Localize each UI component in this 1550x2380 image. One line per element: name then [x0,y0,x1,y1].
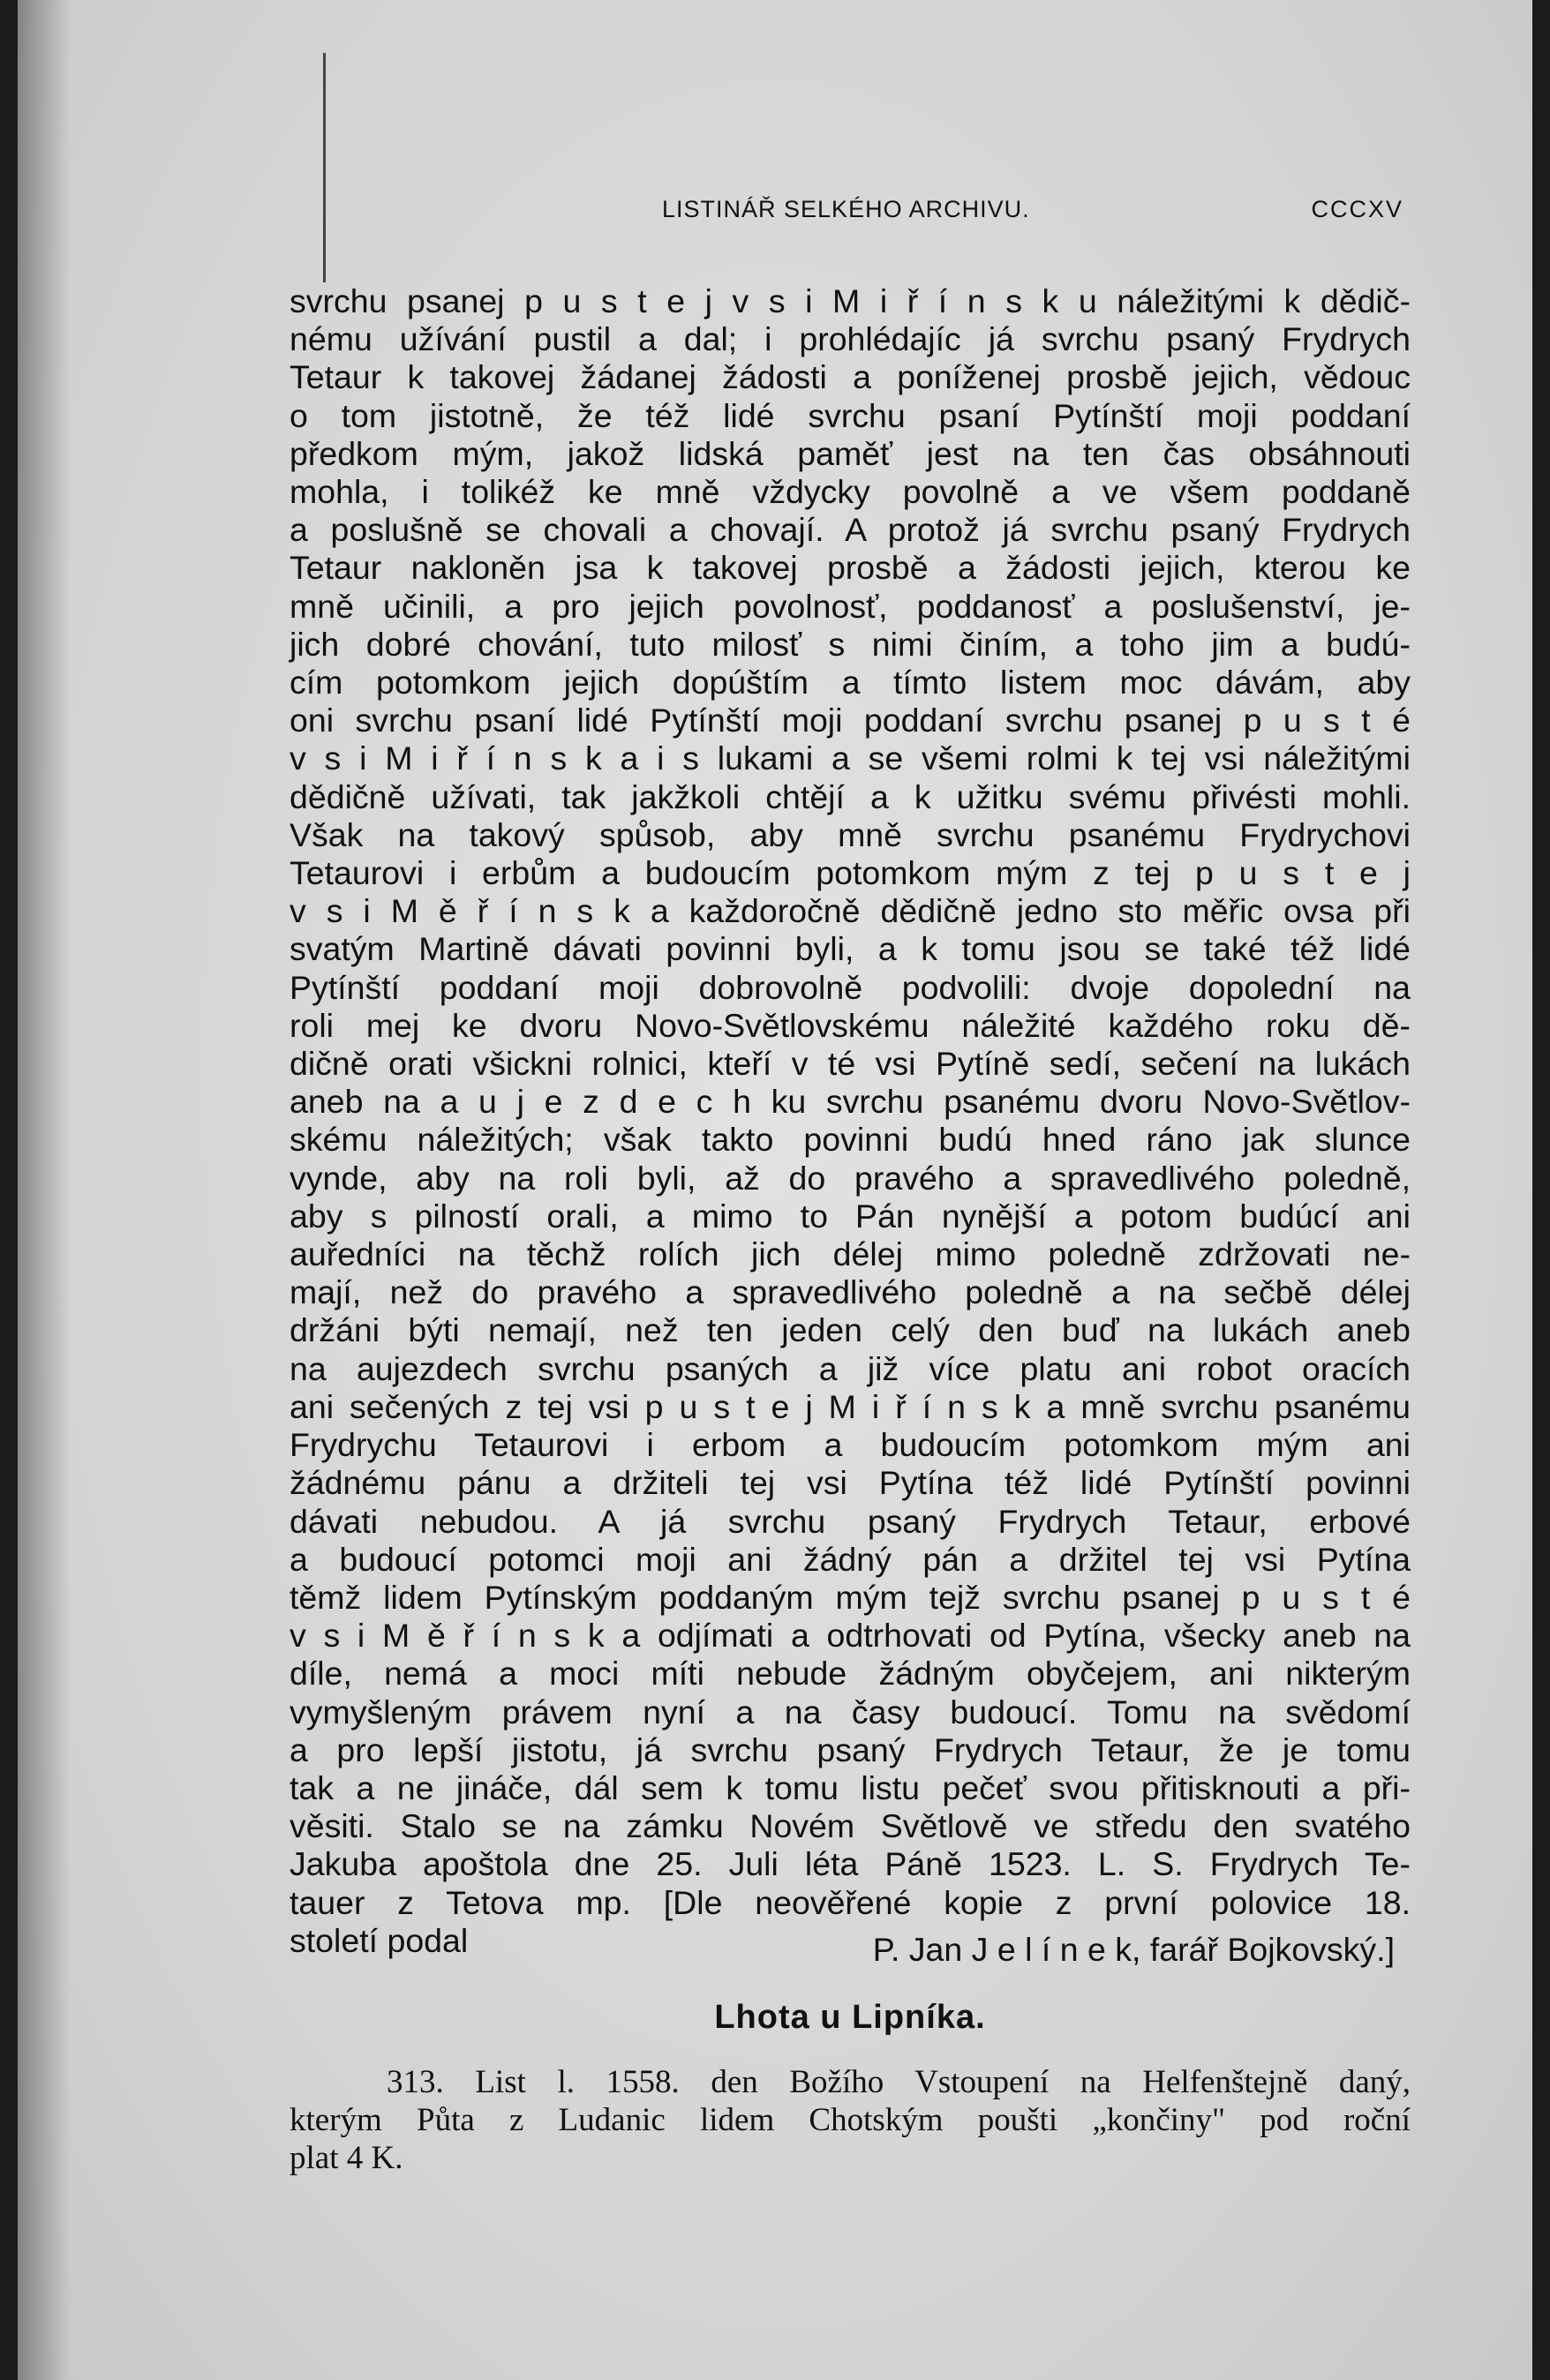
text-line: a budoucí potomci moji ani žádný pán a držitel tej vsi Pytína [290,1540,1411,1578]
text-line: svatým Martině dávati povinni byli, a k tomu jsou se také též lidé [290,930,1411,968]
section-heading: Lhota u Lipníka. [714,1998,986,2036]
charter-text [290,282,1411,1922]
text-line: Tetaur k takovej žádanej žádosti a poníženej prosbě jejich, vědouc [290,358,1411,396]
text-line: ani sečených z tej vsi p u s t e j M i ř í n s k a mně svrchu psanému [290,1387,1411,1425]
text-line: nému užívání pustil a dal; i prohlédajíc já svrchu psaný Frydrych [290,320,1411,358]
text-line: vymyšleným právem nyní a na časy budoucí. Tomu na svědomí [290,1693,1411,1731]
document-body [290,282,1411,2178]
text-line: o tom jistotně, že též lidé svrchu psaní Pytínští moji poddaní [290,396,1411,434]
page-header [282,196,1403,231]
running-title: LISTINÁŘ SELKÉHO ARCHIVU. [662,196,1030,222]
text-line: svrchu psanej p u s t e j v s i M i ř í n s k u náležitými k dědič- [290,282,1411,319]
text-line: Tetaur nakloněn jsa k takovej prosbě a žádosti jejich, kterou ke [290,549,1411,587]
text-line: v s i M ě ř í n s k a každoročně dědičně jedno sto měřic ovsa při [290,892,1411,930]
margin-mark [323,53,326,282]
text-line: těmž lidem Pytínským poddaným mým tejž svrchu psanej p u s t é [290,1578,1411,1616]
signature-attribution: P. Jan J e l í n e k, farář Bojkovský.] [872,1930,1395,1968]
entry-313 [290,2063,1411,2178]
closing-line [290,1921,1411,1968]
scanned-page [18,0,1532,2380]
text-line: aneb na a u j e z d e c h ku svrchu psanému dvoru Novo-Světlov- [290,1083,1411,1121]
text-line: tauer z Tetova mp. [Dle neověřené kopie z první polovice 18. [290,1883,1411,1921]
entry-line: kterým Půta z Ludanic lidem Chotským poušti „končiny" pod roční [290,2102,1411,2139]
text-line: oni svrchu psaní lidé Pytínští moji poddaní svrchu psanej p u s t é [290,702,1411,740]
closing-left: století podal [290,1921,469,1959]
text-line: Jakuba apoštola dne 25. Juli léta Páně 1523. L. S. Frydrych Te- [290,1845,1411,1883]
entry-line: plat 4 K. [290,2140,403,2177]
entry-line: 313. List l. 1558. den Božího Vstoupení na Helfenštejně daný, [387,2063,1411,2100]
text-line: Však na takový spůsob, aby mně svrchu psanému Frydrychovi [290,815,1411,853]
text-line: a poslušně se chovali a chovají. A protož já svrchu psaný Frydrych [290,511,1411,549]
text-line: aby s pilností orali, a mimo to Pán nynější a potom budúcí ani [290,1197,1411,1235]
text-line: auředníci na těchž rolích jich délej mimo poledně zdržovati ne- [290,1235,1411,1273]
page-number: CCCXV [1311,196,1403,222]
text-line: mně učinili, a pro jejich povolnosť, poddanosť a poslušenství, je- [290,587,1411,625]
text-line: roli mej ke dvoru Novo-Světlovskému náležité každého roku dě- [290,1006,1411,1044]
text-line: předkom mým, jakož lidská paměť jest na ten čas obsáhnouti [290,434,1411,472]
text-line: tak a ne jináče, dál sem k tomu listu pečeť svou přitisknouti a při- [290,1768,1411,1806]
text-line: držáni býti nemají, než ten jeden celý den buď na lukách aneb [290,1311,1411,1349]
text-line: mají, než do pravého a spravedlivého poledně a na sečbě délej [290,1273,1411,1311]
text-line: Pytínští poddaní moji dobrovolně podvolili: dvoje dopolední na [290,968,1411,1006]
text-line: věsiti. Stalo se na zámku Novém Světlově ve středu den svatého [290,1807,1411,1845]
text-line: dědičně užívati, tak jakžkoli chtějí a k užitku svému přivésti mohli. [290,777,1411,815]
text-line: a pro lepší jistotu, já svrchu psaný Frydrych Tetaur, že je tomu [290,1731,1411,1768]
text-line: v s i M ě ř í n s k a odjímati a odtrhovati od Pytína, všecky aneb na [290,1617,1411,1655]
text-line: vynde, aby na roli byli, až do pravého a spravedlivého poledně, [290,1159,1411,1197]
text-line: dičně orati všickni rolnici, kteří v té vsi Pytíně sedí, sečení na lukách [290,1045,1411,1083]
text-line: na aujezdech svrchu psaných a již více platu ani robot oracích [290,1349,1411,1387]
text-line: dávati nebudou. A já svrchu psaný Frydrych Tetaur, erbové [290,1502,1411,1540]
text-line: jich dobré chování, tuto milosť s nimi činím, a toho jim a budú- [290,625,1411,663]
binding-shadow [18,0,71,2380]
text-line: skému náležitých; však takto povinni budú hned ráno jak slunce [290,1121,1411,1159]
text-line: v s i M i ř í n s k a i s lukami a se všemi rolmi k tej vsi náležitými [290,740,1411,777]
text-line: cím potomkom jejich dopúštím a tímto listem moc dávám, aby [290,664,1411,702]
text-line: mohla, i tolikéž ke mně vždycky povolně a ve všem poddaně [290,473,1411,511]
text-line: díle, nemá a moci míti nebude žádným obyčejem, ani nikterým [290,1655,1411,1693]
text-line: Tetaurovi i erbům a budoucím potomkom mým z tej p u s t e j [290,854,1411,892]
text-line: žádnému pánu a držiteli tej vsi Pytína též lidé Pytínští povinni [290,1464,1411,1502]
text-line: Frydrychu Tetaurovi i erbom a budoucím potomkom mým ani [290,1426,1411,1464]
